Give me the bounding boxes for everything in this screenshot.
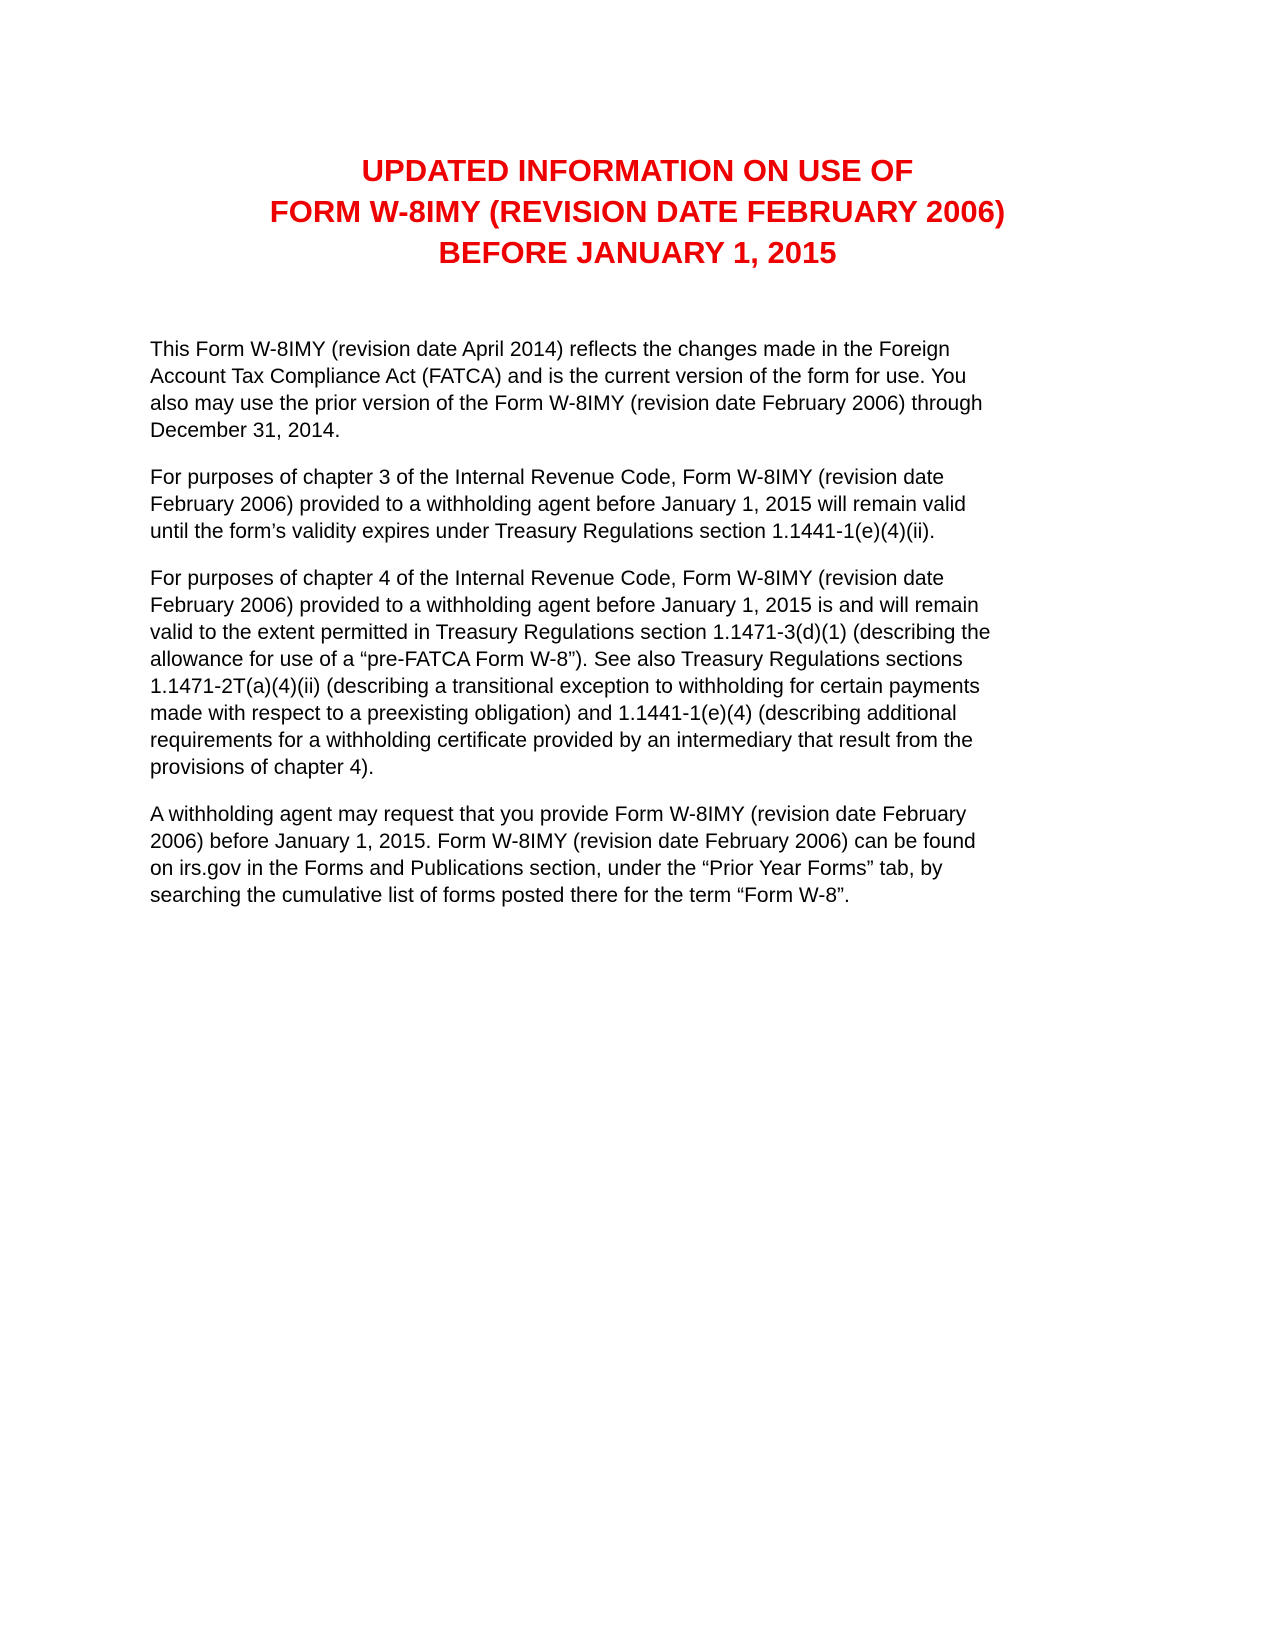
paragraph-line: February 2006) provided to a withholding agent before January 1, 2015 is and will remain <box>150 594 979 617</box>
paragraph-1 <box>150 336 1130 444</box>
title-line-1: UPDATED INFORMATION ON USE OF <box>361 153 914 188</box>
title-line-2: FORM W-8IMY (REVISION DATE FEBRUARY 2006) <box>269 194 1006 229</box>
paragraph-line: on irs.gov in the Forms and Publications section, under the “Prior Year Forms” tab, by <box>150 857 943 880</box>
document-body <box>150 336 1130 929</box>
paragraph-line: searching the cumulative list of forms posted there for the term “Form W-8”. <box>150 884 850 907</box>
paragraph-3 <box>150 565 1130 781</box>
document-title <box>0 150 1275 273</box>
title-line-3: BEFORE JANUARY 1, 2015 <box>438 235 837 270</box>
paragraph-line: provisions of chapter 4). <box>150 756 375 779</box>
paragraph-line: This Form W-8IMY (revision date April 2014) reflects the changes made in the Foreign <box>150 338 950 361</box>
paragraph-line: February 2006) provided to a withholding agent before January 1, 2015 will remain valid <box>150 493 966 516</box>
paragraph-line: 1.1471-2T(a)(4)(ii) (describing a transitional exception to withholding for certain payments <box>150 675 980 698</box>
paragraph-line: For purposes of chapter 3 of the Internal Revenue Code, Form W-8IMY (revision date <box>150 466 945 489</box>
paragraph-line: valid to the extent permitted in Treasury Regulations section 1.1471-3(d)(1) (describing the <box>150 621 991 644</box>
paragraph-line: For purposes of chapter 4 of the Internal Revenue Code, Form W-8IMY (revision date <box>150 567 945 590</box>
paragraph-line: 2006) before January 1, 2015. Form W-8IMY (revision date February 2006) can be found <box>150 830 976 853</box>
paragraph-line: Account Tax Compliance Act (FATCA) and is the current version of the form for use. You <box>150 365 967 388</box>
paragraph-line: allowance for use of a “pre-FATCA Form W-8”). See also Treasury Regulations sections <box>150 648 963 671</box>
paragraph-line: until the form’s validity expires under Treasury Regulations section 1.1441-1(e)(4)(ii). <box>150 520 936 543</box>
paragraph-line: December 31, 2014. <box>150 419 341 442</box>
paragraph-line: requirements for a withholding certificate provided by an intermediary that result from the <box>150 729 973 752</box>
paragraph-line: also may use the prior version of the Form W-8IMY (revision date February 2006) through <box>150 392 983 415</box>
paragraph-line: A withholding agent may request that you provide Form W-8IMY (revision date February <box>150 803 967 826</box>
paragraph-4 <box>150 801 1130 909</box>
paragraph-line: made with respect to a preexisting obligation) and 1.1441-1(e)(4) (describing additional <box>150 702 957 725</box>
paragraph-2 <box>150 464 1130 545</box>
